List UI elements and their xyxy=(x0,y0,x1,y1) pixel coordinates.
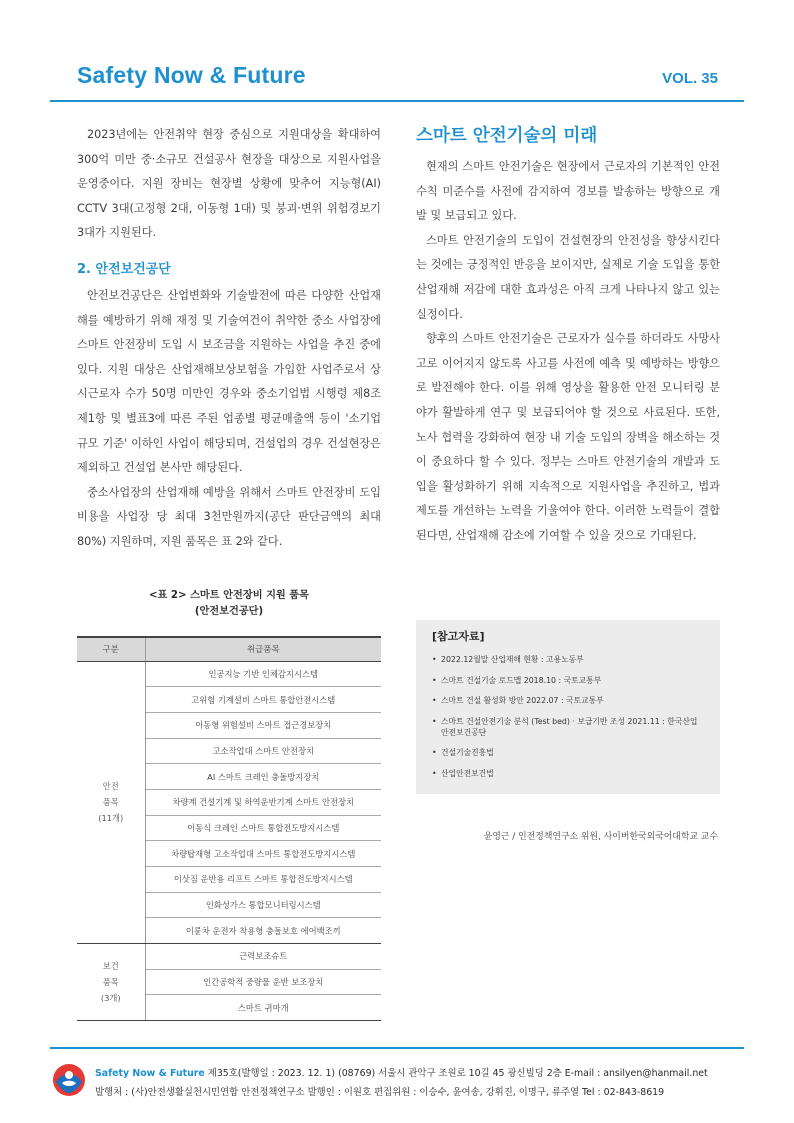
org-logo-icon xyxy=(52,1063,86,1097)
body-paragraph: 중소사업장의 산업재해 예방을 위해서 스마트 안전장비 도입 비용을 사업장 당 최대 3천만원까지(공단 판단금액의 최대 80%) 지원하며, 지원 품목은 표 2와 같다. xyxy=(77,485,381,548)
list-item xyxy=(432,675,704,686)
references-title: [참고자료] xyxy=(432,630,485,643)
reference-text: 스마트 건설안전기술 분석 (Test bed) · 보급기반 조성 2021.11 : 한국산업안전보건공단 xyxy=(441,716,698,737)
bullet-icon: • xyxy=(432,675,437,685)
reference-text: 스마트 건설 활성화 방안 2022.07 : 국토교통부 xyxy=(441,696,604,705)
section-heading: 2. 안전보건공단 xyxy=(77,261,171,277)
reference-text: 산업안전보건법 xyxy=(441,768,494,778)
table-row xyxy=(77,661,381,687)
references-box xyxy=(416,620,720,794)
table-cell: 이동식 크레인 스마트 통합전도방지시스템 xyxy=(145,815,381,841)
table-row xyxy=(77,944,381,970)
body-paragraph: 안전보건공단은 산업변화와 기술발전에 따른 다양한 산업재해를 예방하기 위해 재정 및 기술여건이 취약한 중소 사업장에 스마트 안전장비 도입 시 보조금을 지원하는 사업을 추진 중에 있다. 지원 대상은 산업재해보상보험을 가입한 사업주로서 상시근로자 수가 50명 미만인 경우와 중소기업법 시행령 제8조제1항 및 별표3에 따른 주된 업종별 평균매출액 등이 '소기업 규모 기준' 이하인 사업이 해당되며, 건설업의 경우 건설현장은 제외하고 건설업 본사만 해당된다. xyxy=(77,288,381,475)
group-count: (11개) xyxy=(98,813,124,824)
table-cell: 고소작업대 스마트 안전장치 xyxy=(145,738,381,764)
table-cell: 이동형 위험설비 스마트 접근경보장치 xyxy=(145,712,381,738)
footer-divider xyxy=(50,1047,744,1049)
table-cell: 인간공학적 중량물 운반 보조장치 xyxy=(145,969,381,995)
table-cell: 인공지능 기반 인체감지시스템 xyxy=(145,661,381,687)
intro-paragraph: 2023년에는 안전취약 현장 중심으로 지원대상을 확대하여 300억 미만 중·소규모 건설공사 현장을 대상으로 지원사업을 운영중이다. 지원 장비는 현장별 상황에 맞추어 지능형(AI) CCTV 3대(고정형 2대, 이동형 1대) 및 붕괴·변위 위험경보기 3대가 지원된다. xyxy=(77,128,381,240)
references-list xyxy=(432,654,704,779)
table-cell: 고위험 기계설비 스마트 통합안전시스템 xyxy=(145,687,381,713)
bullet-icon: • xyxy=(432,768,437,778)
table-cell: 이삿짐 운반용 리프트 스마트 통합전도방지시스템 xyxy=(145,867,381,893)
table-cell: 근력보조슈트 xyxy=(145,944,381,970)
group-label: 품목 xyxy=(102,797,119,808)
table-caption xyxy=(77,588,381,620)
reference-text: 스마트 건설기술 로드맵 2018.10 : 국토교통부 xyxy=(441,675,602,685)
bullet-icon: • xyxy=(432,696,437,705)
footer-publication-info xyxy=(95,1065,708,1079)
table-cell: 인화성가스 통합모니터링시스템 xyxy=(145,892,381,918)
footer-issue-details: 제35호(발행일 : 2023. 12. 1) (08769) 서울시 관악구 조원로 10길 45 광신빌딩 2층 E-mail : ansilyen@hanmail.net xyxy=(207,1068,708,1079)
article-heading: 스마트 안전기술의 미래 xyxy=(416,126,598,146)
bullet-icon: • xyxy=(432,748,437,757)
table-cell: 이륜차 운전자 착용형 충돌보호 에어백조끼 xyxy=(145,918,381,944)
table-caption-source: (안전보건공단) xyxy=(194,606,264,617)
column-header-group: 구분 xyxy=(77,637,145,661)
table-caption-title: <표 2> 스마트 안전장비 지원 품목 xyxy=(149,590,309,601)
footer-brand: Safety Now & Future xyxy=(95,1068,205,1079)
list-item xyxy=(432,654,704,665)
body-paragraph: 향후의 스마트 안전기술은 근로자가 실수를 하더라도 사망사고로 이어지지 않도록 사고를 사전에 예측 및 예방하는 방향으로 발전해야 한다. 이를 위해 영상을 활용한 안전 모니터링 분야가 활발하게 연구 및 보급되어야 할 것으로 사료된다. 또한, 노사 협력을 강화하여 현장 내 기술 도입의 장벽을 해소하는 것이 중요하다 할 수 있다. 정부는 스마트 안전기술의 개발과 도입을 활성화하기 위해 지속적으로 지원사업을 추진하고, 법과 제도를 개선하는 노력을 기울여야 한다. 이러한 노력들이 결합된다면, 산업재해 감소에 기여할 수 있을 것으로 기대된다. xyxy=(416,332,720,542)
equipment-table xyxy=(77,636,381,1021)
group-cell-health xyxy=(77,944,145,1021)
header-divider xyxy=(50,100,744,102)
table-cell: 차량계 건설기계 및 하역운반기계 스마트 안전장치 xyxy=(145,789,381,815)
reference-text: 2022.12월말 산업재해 현황 : 고용노동부 xyxy=(441,655,584,664)
list-item xyxy=(432,695,704,706)
list-item xyxy=(432,747,704,758)
table-cell: 차량탑재형 고소작업대 스마트 통합전도방지시스템 xyxy=(145,841,381,867)
group-label: 보건 xyxy=(102,961,119,972)
volume-number: VOL. 35 xyxy=(662,70,718,87)
footer-publisher-info: 발행처 : (사)안전생활실천시민연합 안전정책연구소 발행인 : 이원호 편집위원 : 이승수, 윤여송, 강휘진, 이명구, 류주열 Tel : 02-843-8619 xyxy=(95,1087,665,1098)
reference-text: 건설기술진흥법 xyxy=(441,748,494,757)
author-byline: 윤영근 / 인전정책연구소 위원, 사이버한국외국어대학교 교수 xyxy=(483,832,718,842)
group-cell-safety xyxy=(77,661,145,944)
group-label: 품목 xyxy=(102,977,119,988)
table-header-row xyxy=(77,637,381,661)
newsletter-title: Safety Now & Future xyxy=(77,62,306,88)
group-label: 안전 xyxy=(102,781,119,792)
right-column xyxy=(416,123,720,549)
body-paragraph: 스마트 안전기술의 도입이 건설현장의 안전성을 향상시킨다는 것에는 긍정적인 반응을 보이지만, 실제로 기술 도입을 통한 산업재해 저감에 대한 효과성은 아직 크게 나타나지 않고 있는 실정이다. xyxy=(416,233,720,321)
list-item xyxy=(432,716,704,738)
table-cell: 스마트 귀마개 xyxy=(145,995,381,1021)
bullet-icon: • xyxy=(432,716,437,726)
left-column xyxy=(77,123,381,555)
bullet-icon: • xyxy=(432,655,437,664)
column-header-item: 취급품목 xyxy=(145,637,381,661)
body-paragraph: 현재의 스마트 안전기술은 현장에서 근로자의 기본적인 안전수칙 미준수를 사전에 감지하여 경보를 발송하는 방향으로 개발 및 보급되고 있다. xyxy=(416,160,720,223)
table-cell: AI 스마트 크레인 충돌방지장치 xyxy=(145,764,381,790)
list-item xyxy=(432,768,704,779)
group-count: (3개) xyxy=(100,993,121,1004)
